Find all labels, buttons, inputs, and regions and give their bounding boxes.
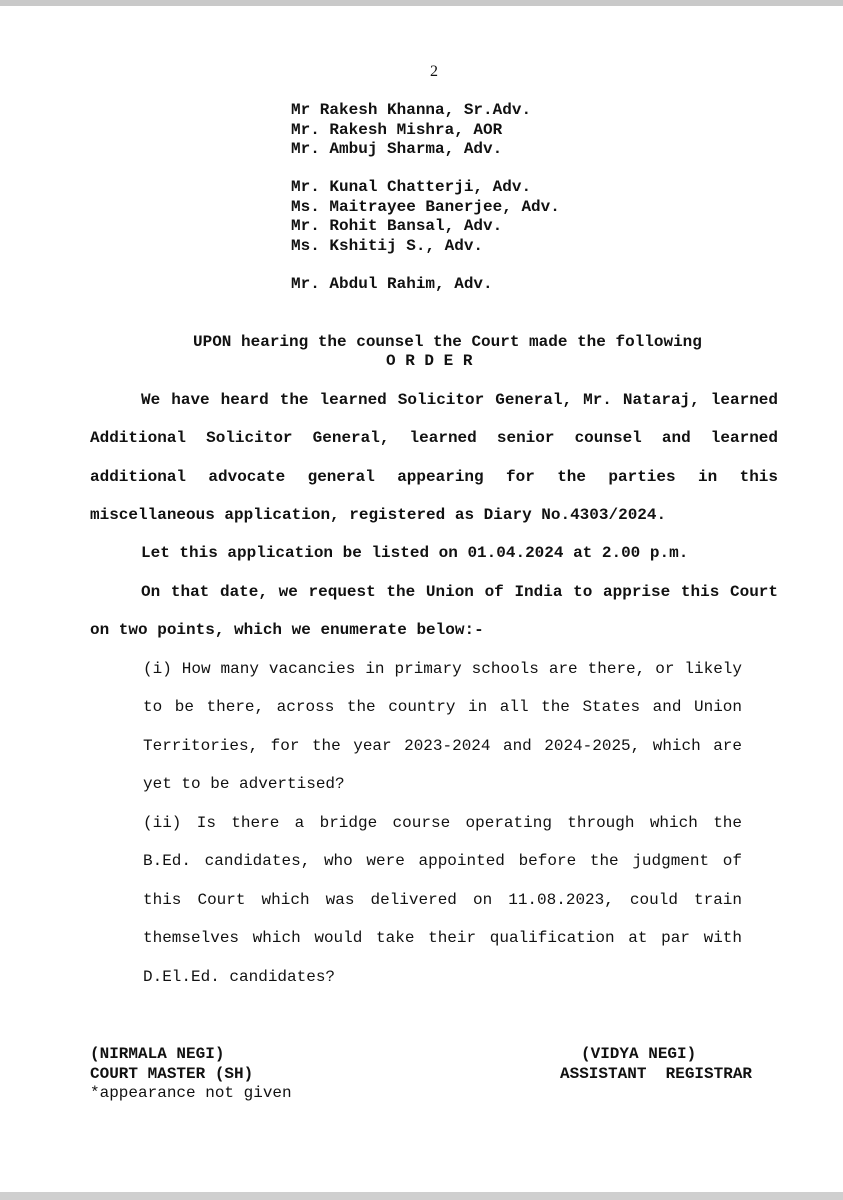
signatory-name-right: (VIDYA NEGI) <box>581 1045 697 1063</box>
signatory-title-left: COURT MASTER (SH) <box>90 1064 254 1083</box>
counsel-line: Ms. Maitrayee Banerjee, Adv. <box>291 197 560 216</box>
bottom-border <box>0 1192 843 1200</box>
signatory-title-right: ASSISTANT REGISTRAR <box>560 1064 753 1083</box>
point-ii: (ii) Is there a bridge course operating through which the B.Ed. candidates, who were appointed before the judgment of this Court which was delivered on 11.08.2023, could train themselves which would take their qualification at par with D.El.Ed. candidates? <box>143 814 742 986</box>
appearance-footnote: *appearance not given <box>90 1084 292 1102</box>
signatory-name-left: (NIRMALA NEGI) <box>90 1045 225 1063</box>
order-paragraph-3: On that date, we request the Union of India to apprise this Court on two points, which we enumerate below:- <box>90 583 778 640</box>
counsel-line: Mr. Rohit Bansal, Adv. <box>291 217 503 235</box>
counsel-group-3 <box>291 275 493 295</box>
counsel-line: Ms. Kshitij S., Adv. <box>291 236 484 255</box>
counsel-line: Mr. Kunal Chatterji, Adv. <box>291 178 532 196</box>
order-paragraph-2: Let this application be listed on 01.04.2024 at 2.00 p.m. <box>141 544 689 562</box>
counsel-line: Mr. Abdul Rahim, Adv. <box>291 275 493 293</box>
top-border <box>0 0 843 6</box>
page-number: 2 <box>430 63 438 80</box>
counsel-group-1 <box>291 101 531 160</box>
counsel-line: Mr. Rakesh Mishra, AOR <box>291 120 503 139</box>
order-paragraph-1: We have heard the learned Solicitor General, Mr. Nataraj, learned Additional Solicitor General, learned senior counsel and learned additional advocate general appearing for the parties in this miscellaneous application, registered as Diary No.4303/2024. <box>90 391 778 525</box>
counsel-line: Mr. Ambuj Sharma, Adv. <box>291 140 503 158</box>
signature-right <box>560 1045 752 1084</box>
signature-left <box>90 1045 292 1104</box>
counsel-line: Mr Rakesh Khanna, Sr.Adv. <box>291 101 532 119</box>
point-i: (i) How many vacancies in primary schools are there, or likely to be there, across the country in all the States and Union Territories, for the year 2023-2024 and 2024-2025, which are yet to be advertised? <box>143 660 742 794</box>
order-heading: O R D E R <box>386 352 473 370</box>
counsel-group-2 <box>291 178 560 256</box>
upon-hearing-line: UPON hearing the counsel the Court made the following <box>193 333 702 351</box>
